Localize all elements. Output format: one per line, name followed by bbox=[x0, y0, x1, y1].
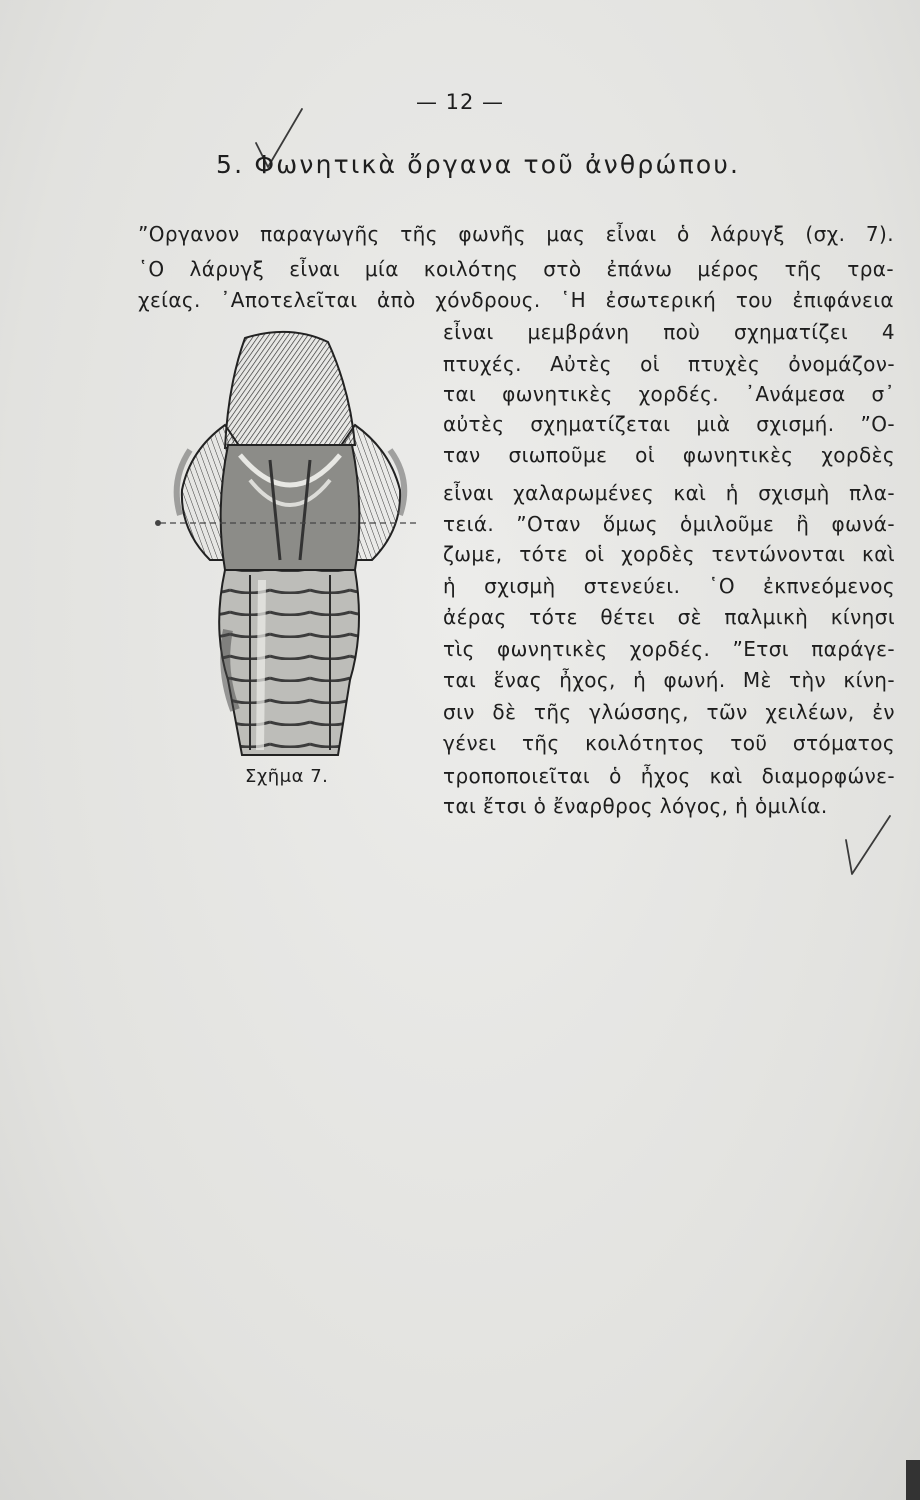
paragraph-line: ταν σιωποῦμε οἱ φωνητικὲς χορδὲς bbox=[443, 443, 895, 467]
paragraph-line: τὶς φωνητικὲς χορδές. ”Ετσι παράγε- bbox=[443, 637, 895, 661]
section-title: 5. Φωνητικὰ ὄργανα τοῦ ἀνθρώπου. bbox=[216, 150, 741, 179]
page-edge-shadow bbox=[906, 1460, 920, 1500]
paragraph-line: τειά. ”Οταν ὅμως ὁμιλοῦμε ἢ φωνά- bbox=[443, 512, 895, 536]
paragraph-line: ζωμε, τότε οἱ χορδὲς τεντώνονται καὶ bbox=[443, 542, 895, 566]
paragraph-line: σιν δὲ τῆς γλώσσης, τῶν χειλέων, ἐν bbox=[443, 700, 895, 724]
paragraph-line: εἶναι μεμβράνη ποὺ σχηματίζει 4 bbox=[443, 320, 895, 344]
paragraph-line: ται ἔτσι ὁ ἔναρθρος λόγος, ἡ ὁμιλία. bbox=[443, 794, 828, 818]
page-number: — 12 — bbox=[415, 90, 505, 114]
paragraph-line: τροποποιεῖται ὁ ἦχος καὶ διαμορφώνε- bbox=[443, 764, 895, 788]
figure-caption: Σχῆμα 7. bbox=[245, 766, 329, 787]
paragraph-line: χείας. ᾿Αποτελεῖται ἀπὸ χόνδρους. ῾Η ἐσωτερική του ἐπιφάνεια bbox=[138, 288, 894, 312]
paragraph-line: ται φωνητικὲς χορδές. ᾿Ανάμεσα σ᾿ bbox=[443, 382, 895, 406]
paragraph-line: γένει τῆς κοιλότητος τοῦ στόματος bbox=[443, 731, 895, 755]
paragraph-line: πτυχές. Αὐτὲς οἱ πτυχὲς ὀνομάζον- bbox=[443, 352, 895, 376]
paragraph-line: ἀέρας τότε θέτει σὲ παλμικὴ κίνησι bbox=[443, 605, 895, 629]
paragraph-line: ἡ σχισμὴ στενεύει. ῾Ο ἐκπνεόμενος bbox=[443, 574, 895, 598]
paragraph-line: ”Οργανον παραγωγῆς τῆς φωνῆς μας εἶναι ὁ λάρυγξ (σχ. 7). bbox=[138, 222, 894, 246]
paragraph-line: αὐτὲς σχηματίζεται μιὰ σχισμή. ”Ο- bbox=[443, 412, 895, 436]
paragraph-line: ῾Ο λάρυγξ εἶναι μία κοιλότης στὸ ἐπάνω μέρος τῆς τρα- bbox=[138, 257, 894, 281]
handwritten-checkmark-icon bbox=[836, 810, 896, 880]
paragraph-line: ται ἕνας ἦχος, ἡ φωνή. Μὲ τὴν κίνη- bbox=[443, 668, 895, 692]
paragraph-line: εἶναι χαλαρωμένες καὶ ἡ σχισμὴ πλα- bbox=[443, 481, 895, 505]
larynx-illustration bbox=[150, 330, 430, 760]
